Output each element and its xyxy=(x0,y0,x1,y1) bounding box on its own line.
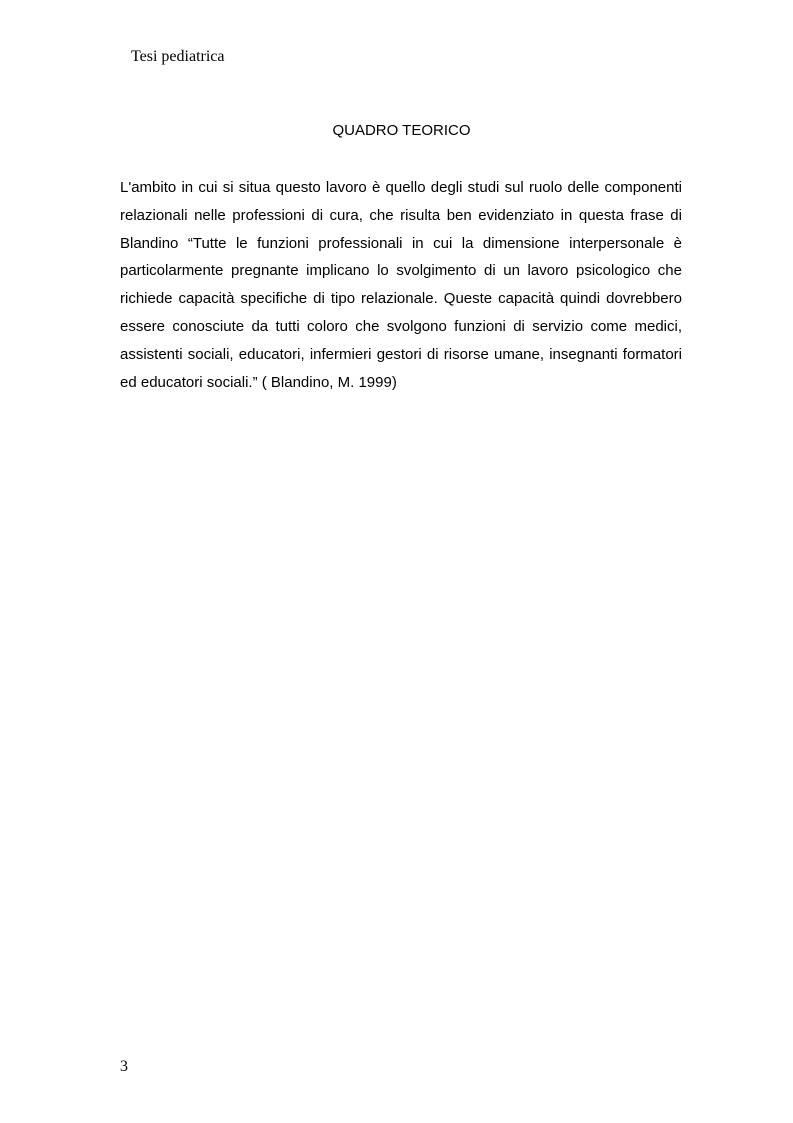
body-paragraph: L'ambito in cui si situa questo lavoro è quello degli studi sul ruolo delle componenti relazionali nelle professioni di cura, che risulta ben evidenziato in questa frase di Blandino “Tutte le funzioni professionali in cui la dimensione interpersonale è particolarmente pregnante implicano lo svolgimento di un lavoro psicologico che richiede capacità specifiche di tipo relazionale. Queste capacità quindi dovrebbero essere conosciute da tutti coloro che svolgono funzioni di servizio come medici, assistenti sociali, educatori, infermieri gestori di risorse umane, insegnanti formatori ed educatori sociali.” ( Blandino, M. 1999) xyxy=(120,179,682,391)
section-title: QUADRO TEORICO xyxy=(332,122,471,139)
page-number: 3 xyxy=(120,1058,128,1075)
running-header: Tesi pediatrica xyxy=(131,48,225,65)
